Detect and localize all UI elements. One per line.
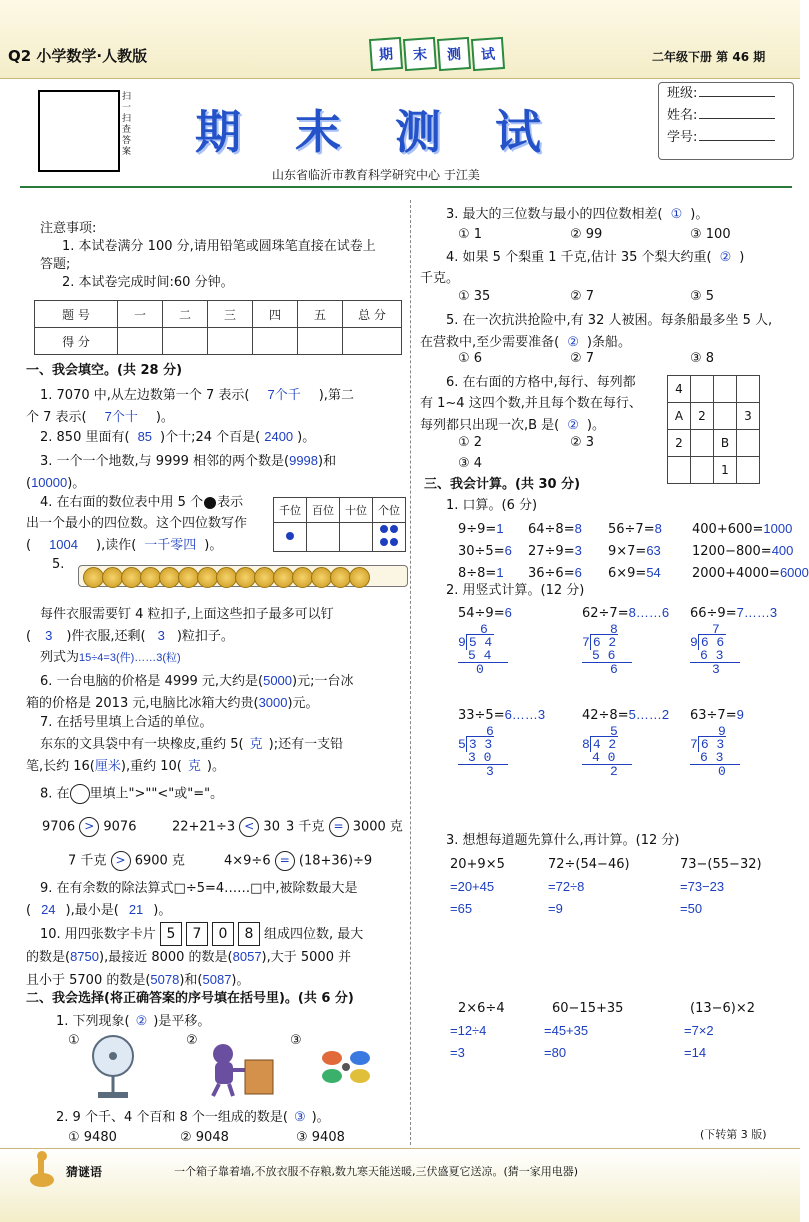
- fill-q5-label: 5.: [52, 557, 65, 572]
- fill-q4: 4. 在右面的数位表中用 5 个 表示 出一个最小的四位数。这个四位数写作 ( 1004 ),读作( 一千零四 )。: [26, 495, 248, 553]
- option-2: ② 9048: [180, 1130, 229, 1145]
- vertical-division-1: 54÷9=6 6 9 5 4 5 4 0: [458, 605, 512, 677]
- step-calc-1: 20+9×5 =20+45 =65: [450, 857, 505, 916]
- compare-item-1: 9706 > 9076: [42, 817, 136, 837]
- option-2: ② 7: [570, 289, 595, 304]
- option-1: ① 2: [458, 435, 483, 450]
- oral-item: 9÷9=1: [458, 521, 504, 537]
- oral-item: 9×7=63: [608, 543, 661, 559]
- tile: 期: [369, 37, 403, 71]
- latin-square-grid: 4 A 2 3 2 B 1: [667, 375, 760, 484]
- vertical-division-4: 33÷5=6……3 6 5 3 3 3 0 3: [458, 707, 546, 779]
- oral-item: 36÷6=6: [528, 565, 582, 581]
- option-3: ③ 100: [690, 227, 731, 242]
- option-3: ③ 4: [458, 456, 483, 471]
- vertical-division-2: 62÷7=8……6 8 7 6 2 5 6 6: [582, 605, 670, 677]
- footer-bar: [0, 1148, 800, 1222]
- section-2-title: 二、我会选择(将正确答案的序号填在括号里)。(共 6 分): [26, 991, 354, 1006]
- choice-q6: 6. 在右面的方格中,每行、每列都 有 1~4 这四个数,并且每个数在每行、 每列都只出现一次,B 是( ② )。: [420, 375, 642, 433]
- oral-item: 64÷8=8: [528, 521, 582, 537]
- option-1: ① 1: [458, 227, 483, 242]
- compare-item-5: 4×9÷6 = (18+36)÷9: [224, 851, 372, 871]
- step-calc-4: 2×6÷4 =12÷4 =3: [450, 1001, 505, 1060]
- fill-q9: 9. 在有余数的除法算式□÷5=4……□中,被除数最大是 ( 24 ),最小是( 21 )。: [26, 881, 358, 918]
- calc-part-2-title: 2. 用竖式计算。(12 分): [446, 583, 585, 598]
- option-2: ②: [186, 1033, 198, 1048]
- vertical-division-3: 66÷9=7……3 7 9 6 6 6 3 3: [690, 605, 778, 677]
- title-tiles: [370, 38, 504, 70]
- author-line: 山东省临沂市教育科学研究中心 于江美: [272, 168, 480, 182]
- tile: 测: [437, 37, 471, 71]
- info-id: 学号:: [659, 127, 793, 149]
- option-1: ① 9480: [68, 1130, 117, 1145]
- place-value-table: 千位 百位 十位 个位: [273, 497, 406, 552]
- info-class: 班级:: [659, 83, 793, 105]
- compare-item-3: 3 千克 = 3000 克: [286, 817, 403, 837]
- divider: [20, 186, 792, 188]
- option-2: ② 7: [570, 351, 595, 366]
- calc-part-3-title: 3. 想想每道题先算什么,再计算。(12 分): [446, 833, 680, 848]
- choice-q2: 2. 9 个千、4 个百和 8 个一组成的数是( ③ )。: [56, 1109, 330, 1125]
- fill-q6: 6. 一台电脑的价格是 4999 元,大约是(5000)元;一台冰 箱的价格是 2013 元,电脑比冰箱大约贵(3000)元。: [26, 673, 354, 711]
- oral-item: 8÷8=1: [458, 565, 504, 581]
- choice-q5: 5. 在一次抗洪抢险中,有 32 人被困。每条船最多坐 5 人, 在营救中,至少需要准备( ② )条船。: [420, 313, 773, 350]
- step-calc-5: 60−15+35 =45+35 =80: [544, 1001, 624, 1060]
- option-3: ③ 9408: [296, 1130, 345, 1145]
- riddle-label: 猜谜语: [66, 1165, 103, 1179]
- oral-item: 27÷9=3: [528, 543, 582, 559]
- option-3: ③ 5: [690, 289, 715, 304]
- step-calc-2: 72÷(54−46) =72÷8 =9: [548, 857, 630, 916]
- monkey-pushing-box-icon: [205, 1040, 275, 1098]
- oral-item: 56÷7=8: [608, 521, 662, 537]
- student-info-box: [658, 82, 794, 160]
- buttons-picture: [78, 565, 408, 587]
- oral-item: 30÷5=6: [458, 543, 512, 559]
- page-title: 期末测试: [195, 105, 595, 159]
- oral-item: 2000+4000=6000: [692, 565, 809, 581]
- choice-q4: 4. 如果 5 个梨重 1 千克,估计 35 个梨大约重( ② ) 千克。: [420, 249, 745, 286]
- notes: 注意事项: 1. 本试卷满分 100 分,请用铅笔或圆珠笔直接在试卷上 答题; 2. 本试卷完成时间:60 分钟。: [40, 221, 376, 290]
- oral-item: 1200−800=400: [692, 543, 794, 559]
- fill-q7: 7. 在括号里填上合适的单位。 东东的文具袋中有一块橡皮,重约 5( 克 );还有一支铅 笔,长约 16(厘米),重约 10( 克 )。: [26, 715, 344, 774]
- turn-page-note: (下转第 3 版): [700, 1128, 767, 1141]
- step-calc-3: 73−(55−32) =73−23 =50: [680, 857, 762, 916]
- option-3: ③: [290, 1033, 302, 1048]
- calc-part-1-title: 1. 口算。(6 分): [446, 498, 538, 513]
- fill-q1: 1. 7070 中,从左边数第一个 7 表示( 7个千 ),第二 个 7 表示( 7个十 )。: [26, 387, 354, 425]
- qr-note: 扫一扫 查答案: [122, 92, 132, 157]
- fan-icon: [88, 1034, 138, 1100]
- option-1: ①: [68, 1033, 80, 1048]
- compare-item-2: 22+21÷3 < 30: [172, 817, 280, 837]
- section-3-title: 三、我会计算。(共 30 分): [424, 477, 581, 492]
- section-1-title: 一、我会填空。(共 28 分): [26, 363, 183, 378]
- tile: 末: [403, 37, 437, 71]
- vertical-division-5: 42÷8=5……2 5 8 4 2 4 0 2: [582, 707, 670, 779]
- compare-item-4: 7 千克 > 6900 克: [68, 851, 185, 871]
- option-2: ② 99: [570, 227, 603, 242]
- option-2: ② 3: [570, 435, 595, 450]
- score-table: 题 号 一 二 三 四 五 总 分 得 分: [34, 300, 402, 355]
- oral-item: 6×9=54: [608, 565, 661, 581]
- option-1: ① 35: [458, 289, 491, 304]
- qr-code-icon[interactable]: [38, 90, 120, 172]
- fill-q5: 每件衣服需要钉 4 粒扣子,上面这些扣子最多可以钉 ( 3 )件衣服,还剩( 3 )粒扣子。 列式为15÷4=3(件)……3(粒): [26, 607, 334, 665]
- fill-q2: 2. 850 里面有( 85 )个十;24 个百是( 2400 )。: [40, 429, 316, 445]
- fill-q8: 8. 在 里填上">""<"或"="。: [40, 784, 223, 804]
- option-3: ③ 8: [690, 351, 715, 366]
- tile: 试: [471, 37, 505, 71]
- giraffe-icon: [24, 1150, 60, 1190]
- step-calc-6: (13−6)×2 =7×2 =14: [684, 1001, 756, 1060]
- info-name: 姓名:: [659, 105, 793, 127]
- fill-q3: 3. 一个一个地数,与 9999 相邻的两个数是(9998)和 (10000)。: [26, 453, 337, 491]
- choice-q3: 3. 最大的三位数与最小的四位数相差( ① )。: [446, 206, 709, 222]
- column-divider: [410, 200, 411, 1145]
- oral-grid: [458, 518, 809, 584]
- pinwheel-icon: [318, 1046, 374, 1086]
- grade-issue: 二年级下册 第 46 期: [652, 50, 766, 64]
- choice-q1: 1. 下列现象( ② )是平移。: [56, 1013, 211, 1029]
- option-1: ① 6: [458, 351, 483, 366]
- series-label: Q2 小学数学·人教版: [8, 47, 148, 65]
- oral-item: 400+600=1000: [692, 521, 793, 537]
- riddle-text: 一个箱子靠着墙,不放衣服不存粮,数九寒天能送暖,三伏盛夏它送凉。(猜一家用电器): [174, 1165, 579, 1178]
- vertical-division-6: 63÷7=9 9 7 6 3 6 3 0: [690, 707, 744, 779]
- fill-q10: 10. 用四张数字卡片 5 7 0 8 组成四位数, 最大 的数是(8750),最接近 8000 的数是(8057),大于 5000 并 且小于 5700 的数是(5078)和(5087)。: [40, 922, 412, 992]
